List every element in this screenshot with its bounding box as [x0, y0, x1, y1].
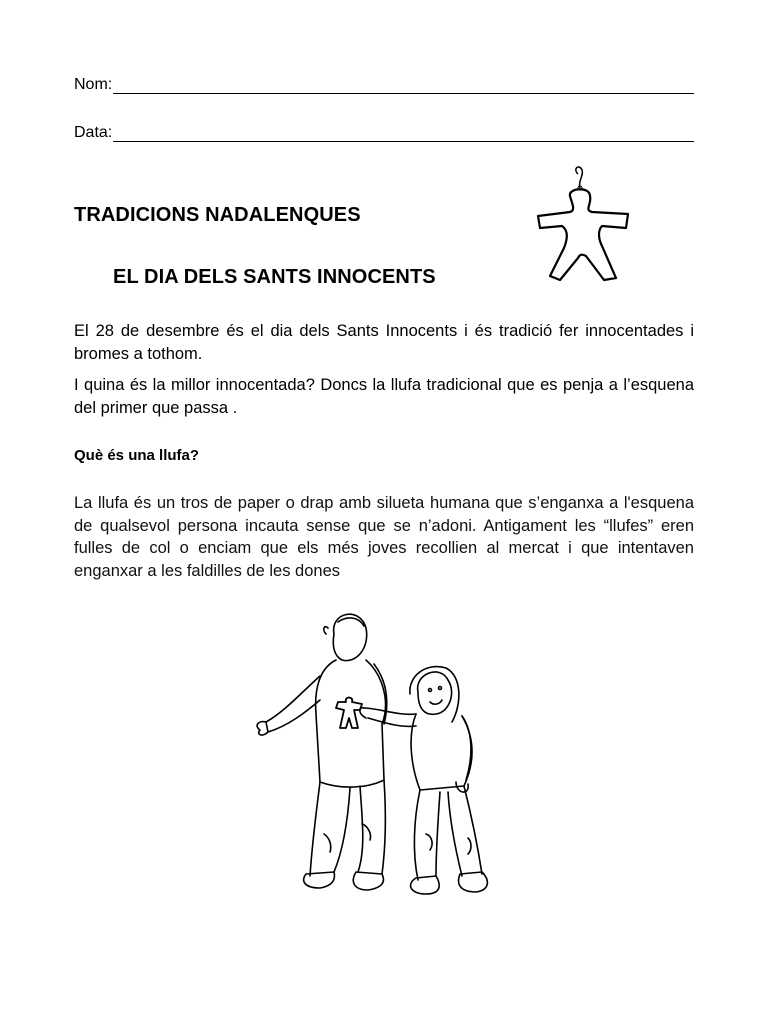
question-paragraph: I quina és la millor innocentada? Doncs la llufa tradicional que es penja a l’esquena del primer que passa .	[74, 376, 694, 417]
section-heading-question: Què és una llufa?	[74, 447, 200, 464]
llufa-on-back	[336, 698, 362, 729]
date-blank-line[interactable]	[113, 127, 694, 142]
paper-doll-llufa-icon	[532, 166, 632, 286]
intro-paragraph: El 28 de desembre és el dia dels Sants Innocents i és tradició fer innocentades i bromes a tothom.	[74, 322, 694, 363]
definition-paragraph: La llufa és un tros de paper o drap amb silueta humana que s’enganxa a l'esquena de qualsevol persona incauta sense que se n’adoni. Antigament les “llufes” eren fulles de col o enciam que els més joves recollien al mercat i que intentaven enganxar a les faldilles de les dones	[74, 494, 694, 580]
boy-sticking-llufa-on-back-illustration	[250, 604, 510, 910]
document-subtitle: EL DIA DELS SANTS INNOCENTS	[113, 266, 436, 288]
short-boy-head	[418, 672, 452, 714]
document-title: TRADICIONS NADALENQUES	[74, 204, 361, 226]
short-boy-torso	[411, 714, 472, 790]
date-label: Data:	[74, 124, 113, 141]
date-field-row	[74, 124, 694, 142]
name-field-row	[74, 76, 694, 94]
name-label: Nom:	[74, 76, 113, 93]
name-blank-line[interactable]	[113, 79, 694, 94]
